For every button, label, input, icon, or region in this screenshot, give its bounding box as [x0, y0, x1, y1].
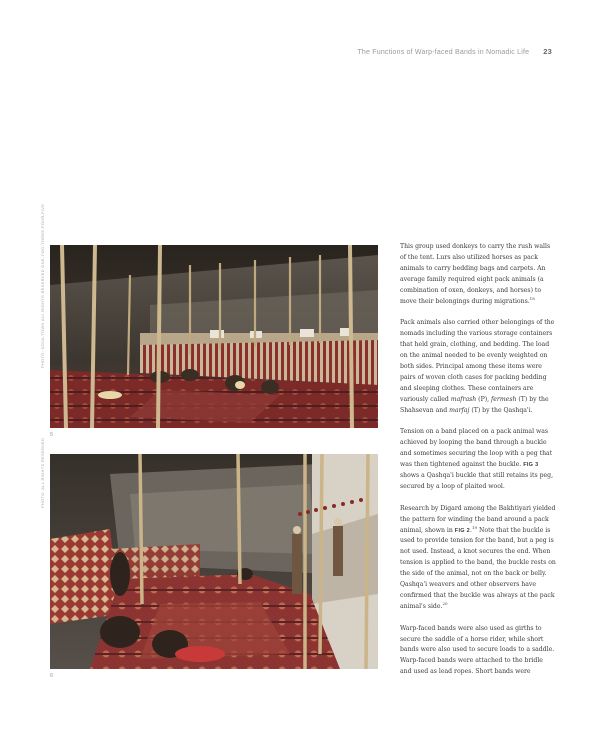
- endnote-ref-18[interactable]: 18: [529, 295, 535, 301]
- tent-interior-photo-icon: [50, 245, 378, 428]
- endnote-ref-19[interactable]: 19: [472, 524, 478, 530]
- paragraph-5-text: Warp-faced bands were also used as girths to secure the saddle of a horse rider, while short bands were also used to secure loads to a saddle. Warp-faced bands were attached to the bridle and used as lead ropes. Short bands were: [400, 624, 555, 676]
- paragraph-2-text-d: (T) by the Qashqa'i.: [469, 406, 533, 414]
- paragraph-3-text-a: Tension on a band placed on a pack animal was achieved by looping the band through a buckle and sometimes securing the loop with a peg that was then tightened against the buckle.: [400, 428, 553, 469]
- paragraph-2-text-b: (P),: [476, 395, 492, 403]
- paragraph-2-text-a: Pack animals also carried other belongings of the nomads including the various storage containers that held grain, clothing, and bedding. The load on the animal needed to be evenly weighted on both sides. Principal among these items were pairs of woven cloth cases for packing bedding and sleeping clothes. These containers are variously called: [400, 319, 555, 403]
- body-text-column: [400, 242, 556, 689]
- term-mafrash: mafrash: [450, 395, 477, 403]
- term-marfaj: marfaj: [449, 406, 470, 414]
- term-fermesh: fermesh: [491, 395, 517, 403]
- paragraph-1: [400, 242, 556, 307]
- figure-number-5: 5: [50, 432, 54, 438]
- paragraph-3-text-b: shows a Qashqa'i buckle that still retains its peg, secured by a loop of plaited wool.: [400, 472, 554, 490]
- tent-interior-photo-icon: [50, 454, 378, 669]
- paragraph-2: [400, 318, 556, 416]
- paragraph-4: Research by Digard among the Bakhtiyari yielded the pattern for winding the band around a pack animal, shown in FIG 2.19 Note that the buckle is used to provide tension for the band, but a peg is not used. Instead, a knot secures the end. When tension is applied to the band, the buckle rests on the side of the animal, not on the back or belly. Qashqa'i weavers and other observers have confirmed that the buckle was always at the pack animal's side.$^{20}$: [400, 504, 556, 610]
- photo-credit-5: PHOTO: NOVA-TOWN ALL RIGHTS RESERVED ONE-TWO-THREE-FOUR-FIVE: [40, 203, 45, 368]
- figure-number-6: 6: [50, 673, 54, 679]
- figure-ref-2[interactable]: FIG 2: [454, 527, 471, 534]
- tent-photo-6: [50, 454, 378, 669]
- paragraph-2-text-c: (T) by the Shahsevan and: [400, 395, 549, 414]
- endnote-ref-20[interactable]: 20: [442, 600, 448, 606]
- running-title: The Functions of Warp-faced Bands in Nomadic Life: [357, 49, 530, 56]
- page-number: 23: [543, 47, 552, 56]
- figure-ref-3[interactable]: FIG 3: [523, 462, 539, 469]
- paragraph-3: [400, 427, 556, 492]
- running-header: [357, 47, 552, 56]
- photo-credit-6: PHOTO: ALL RIGHTS RESERVED: [40, 437, 45, 508]
- tent-photo-5: [50, 245, 378, 428]
- paragraph-4-text-b: Note that the buckle is used to provide tension for the band, but a peg is not used. Instead, a knot secures the end. When tension is applied to the band, the buckle rests on the side of the animal, not on the back or belly. Qashqa'i weavers and other observers have confirmed that the buckle was always at the pack animal's side.: [400, 526, 556, 610]
- paragraph-1-text: This group used donkeys to carry the rush walls of the tent. Lurs also utilized horses as pack animals to carry bedding bags and carpets. An average family required eight pack animals (a combination of oxen, donkeys, and horses) to move their belongings during migrations.: [400, 243, 551, 305]
- paragraph-4-text-a: Research by Digard among the Bakhtiyari yielded the pattern for winding the band around a pack animal, shown in: [400, 504, 556, 534]
- paragraph-5: [400, 624, 556, 679]
